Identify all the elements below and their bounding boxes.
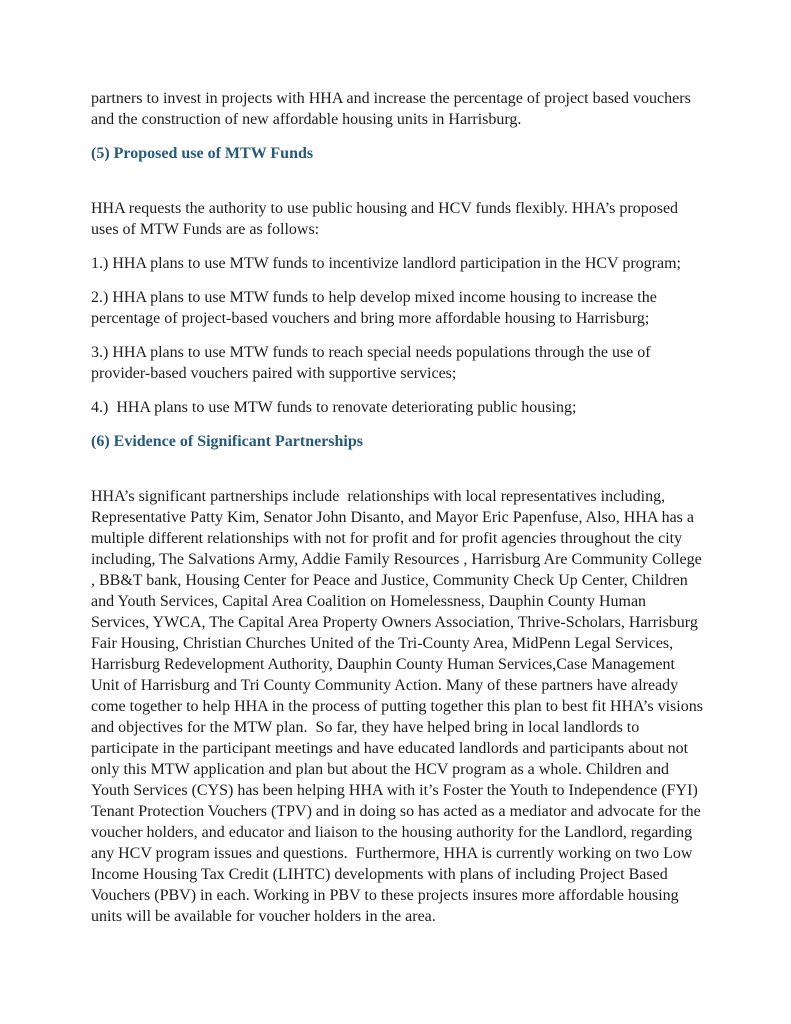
intro-paragraph: partners to invest in projects with HHA and increase the percentage of project based vouchers and the construction of new affordable housing units in Harrisburg. [91, 90, 695, 128]
list-item-4: 4.) HHA plans to use MTW funds to renovate deteriorating public housing; [91, 399, 577, 416]
list-item-2: 2.) HHA plans to use MTW funds to help develop mixed income housing to increase the percentage of project-based vouchers and bring more affordable housing to Harrisburg; [91, 289, 661, 327]
section-5-lead-paragraph: HHA requests the authority to use public housing and HCV funds flexibly. HHA’s proposed uses of MTW Funds are as follows: [91, 200, 683, 238]
section-6-body-paragraph: HHA’s significant partnerships include relationships with local representatives including, Representative Patty Kim, Senator John Disanto, and Mayor Eric Papenfuse, Also, HHA has a multiple different relationships with not for profit and for profit agencies throughout the city including, The Salvations Army, Addie Family Resources , Harrisburg Are Community College , BB&T bank, Housing Center for Peace and Justice, Community Check Up Center, Children and Youth Services, Capital Area Coalition on Homelessness, Dauphin County Human Services, YWCA, The Capital Area Property Owners Association, Thrive-Scholars, Harrisburg Fair Housing, Christian Churches United of the Tri-County Area, MidPenn Legal Services, Harrisburg Redevelopment Authority, Dauphin County Human Services,Case Management Unit of Harrisburg and Tri County Community Action. Many of these partners have already come together to help HHA in the process of putting together this plan to best fit HHA’s visions and objectives for the MTW plan. So far, they have helped bring in local landlords to participate in the participant meetings and have educated landlords and participants about not only this MTW application and plan but about the HCV program as a whole. Children and Youth Services (CYS) has been helping HHA with it’s Foster the Youth to Independence (FYI) Tenant Protection Vouchers (TPV) and in doing so has acted as a mediator and advocate for the voucher holders, and educator and liaison to the housing authority for the Landlord, regarding any HCV program issues and questions. Furthermore, HHA is currently working on two Low Income Housing Tax Credit (LIHTC) developments with plans of including Project Based Vouchers (PBV) in each. Working in PBV to these projects insures more affordable housing units will be available for voucher holders in the area. [91, 488, 707, 925]
list-item-1: 1.) HHA plans to use MTW funds to incentivize landlord participation in the HCV program; [91, 255, 681, 272]
section-6-heading: (6) Evidence of Significant Partnerships [91, 433, 363, 450]
section-5-heading: (5) Proposed use of MTW Funds [91, 145, 314, 162]
list-item-3: 3.) HHA plans to use MTW funds to reach special needs populations through the use of provider-based vouchers paired with supportive services; [91, 344, 655, 382]
